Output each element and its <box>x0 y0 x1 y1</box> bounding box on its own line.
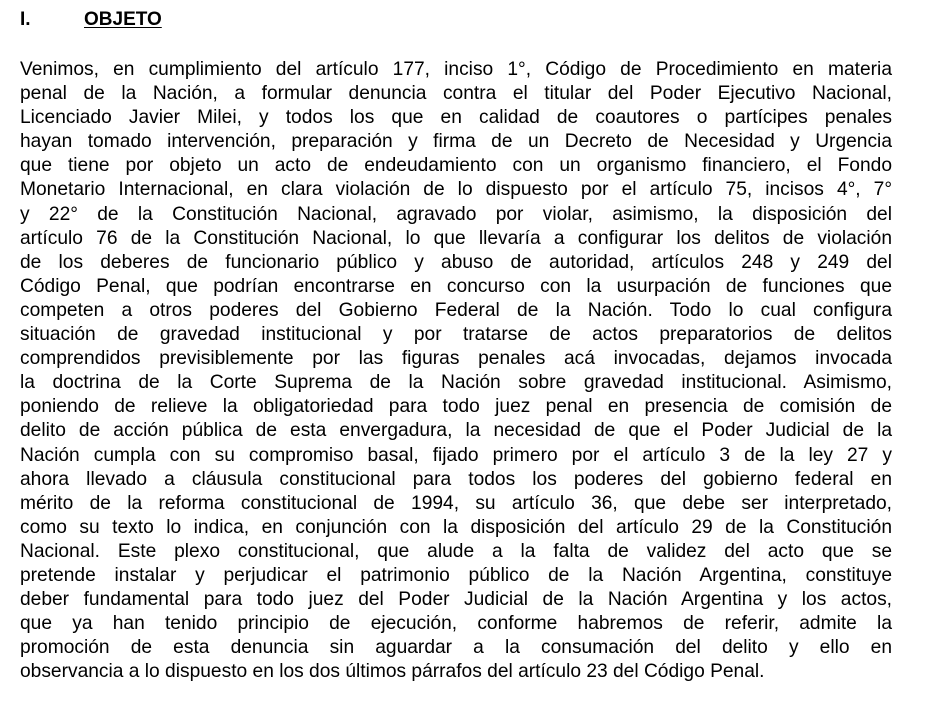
paragraph-line: poniendo de relieve la obligatoriedad para todo juez penal en presencia de comisión de <box>20 396 892 418</box>
paragraph-line: Monetario Internacional, en clara violación de lo dispuesto por el artículo 75, incisos 4°, 7° <box>20 179 892 201</box>
paragraph-line: promoción de esta denuncia sin aguardar a la consumación del delito y ello en <box>20 637 892 659</box>
paragraph-line: y 22° de la Constitución Nacional, agravado por violar, asimismo, la disposición del <box>20 203 892 225</box>
paragraph-line: artículo 76 de la Constitución Nacional, lo que llevaría a configurar los delitos de violación <box>20 227 892 249</box>
section-title: OBJETO <box>84 9 162 30</box>
paragraph-line: que tiene por objeto un acto de endeudamiento con un organismo financiero, el Fondo <box>20 155 892 177</box>
paragraph-line: mérito de la reforma constitucional de 1994, su artículo 36, que debe ser interpretado, <box>20 492 892 514</box>
paragraph-line: de los deberes de funcionario público y abuso de autoridad, artículos 248 y 249 del <box>20 251 892 273</box>
paragraph-line: como su texto lo indica, en conjunción con la disposición del artículo 29 de la Constitución <box>20 516 892 538</box>
paragraph-line: comprendidos previsiblemente por las figuras penales acá invocadas, dejamos invocada <box>20 348 892 370</box>
paragraph-line: que ya han tenido principio de ejecución, conforme habremos de referir, admite la <box>20 613 892 635</box>
body-paragraph <box>20 58 892 684</box>
paragraph-line: penal de la Nación, a formular denuncia contra el titular del Poder Ejecutivo Nacional, <box>20 83 892 105</box>
paragraph-line: situación de gravedad institucional y por tratarse de actos preparatorios de delitos <box>20 324 892 346</box>
paragraph-line: pretende instalar y perjudicar el patrimonio público de la Nación Argentina, constituye <box>20 564 892 586</box>
paragraph-line: delito de acción pública de esta envergadura, la necesidad de que el Poder Judicial de la <box>20 420 892 442</box>
document-page <box>20 5 892 684</box>
paragraph-line: ahora llevado a cláusula constitucional para todos los poderes del gobierno federal en <box>20 468 892 490</box>
section-number: I. <box>20 9 31 30</box>
paragraph-line: Licenciado Javier Milei, y todos los que en calidad de coautores o partícipes penales <box>20 107 892 129</box>
paragraph-line: la doctrina de la Corte Suprema de la Nación sobre gravedad institucional. Asimismo, <box>20 372 892 394</box>
paragraph-line: Venimos, en cumplimiento del artículo 177, inciso 1°, Código de Procedimiento en materia <box>20 59 892 80</box>
paragraph-line: deber fundamental para todo juez del Poder Judicial de la Nación Argentina y los actos, <box>20 589 892 611</box>
paragraph-line: Nacional. Este plexo constitucional, que alude a la falta de validez del acto que se <box>20 540 892 562</box>
paragraph-line: Código Penal, que podrían encontrarse en concurso con la usurpación de funciones que <box>20 275 892 297</box>
paragraph-line: Nación cumpla con su compromiso basal, fijado primero por el artículo 3 de la ley 27 y <box>20 444 892 466</box>
paragraph-line: observancia a lo dispuesto en los dos últimos párrafos del artículo 23 del Código Penal. <box>20 661 765 683</box>
section-heading <box>20 5 892 35</box>
paragraph-line: hayan tomado intervención, preparación y firma de un Decreto de Necesidad y Urgencia <box>20 131 892 153</box>
paragraph-line: competen a otros poderes del Gobierno Federal de la Nación. Todo lo cual configura <box>20 299 892 321</box>
